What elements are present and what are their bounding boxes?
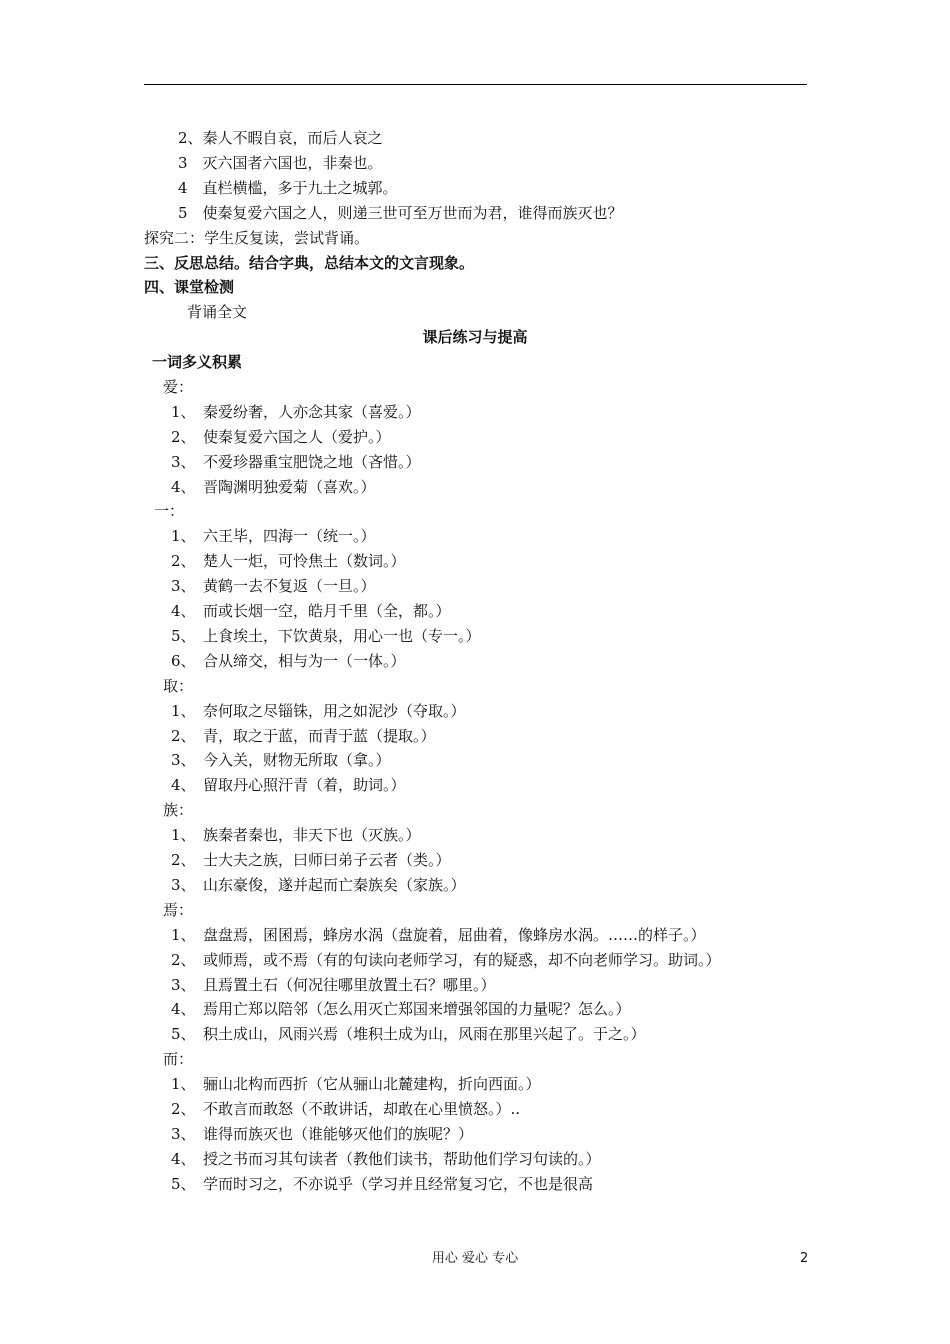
list-item (171, 452, 421, 472)
list-item (171, 1024, 646, 1044)
group-heading: 焉： (163, 901, 194, 919)
item-text: 盘盘焉，囷囷焉，蜂房水涡（盘旋着，屈曲着，像蜂房水涡。……的样子。） (203, 926, 706, 944)
item-number: 3、 (171, 751, 196, 769)
item-text: 秦爱纷奢，人亦念其家（喜爱。） (203, 403, 421, 421)
top-item-2: 2、秦人不暇自哀，而后人哀之 (178, 129, 383, 147)
list-item (171, 975, 496, 995)
section-one-heading: 一词多义积累 (152, 353, 243, 371)
explore-two: 探究二：学生反复读，尝试背诵。 (144, 229, 370, 247)
item-text: 骊山北构而西折（它从骊山北麓建构，折向西面。） (203, 1075, 541, 1093)
list-item (171, 925, 706, 945)
item-text: 士大夫之族，曰师曰弟子云者（类。） (203, 851, 451, 869)
list-item (171, 1124, 473, 1144)
item-number: 1、 (171, 527, 196, 545)
item-number: 1、 (171, 1075, 196, 1093)
item-text: 楚人一炬，可怜焦土（数词。） (203, 552, 406, 570)
list-item (171, 750, 391, 770)
item-text: 留取丹心照汗青（着，助词。） (203, 776, 406, 794)
list-item (171, 950, 721, 970)
group-heading: 取： (163, 677, 194, 695)
item-text: 山东豪俊，遂并起而亡秦族矣（家族。） (203, 876, 466, 894)
item-text: 学而时习之，不亦说乎（学习并且经常复习它，不也是很高 (203, 1175, 594, 1193)
item-number: 3、 (171, 453, 196, 471)
recite-text: 背诵全文 (187, 303, 248, 321)
item-number: 2、 (171, 552, 196, 570)
group-heading: 族： (163, 801, 194, 819)
item-text: 授之书而习其句读者（教他们读书，帮助他们学习句读的。） (203, 1150, 601, 1168)
list-item (171, 477, 376, 497)
exercise-title: 课后练习与提高 (422, 328, 528, 346)
item-number: 5、 (171, 1175, 196, 1193)
list-item (171, 726, 436, 746)
group-heading: 而： (163, 1050, 194, 1068)
list-item (171, 402, 421, 422)
list-item (171, 576, 376, 596)
list-item (171, 775, 406, 795)
section-three-heading: 三、反思总结。结合字典，总结本文的文言现象。 (144, 254, 475, 272)
item-number: 4、 (171, 1000, 196, 1018)
item-text: 或师焉，或不焉（有的句读向老师学习，有的疑惑，却不向老师学习。助词。） (203, 951, 721, 969)
page-number: 2 (800, 1251, 809, 1266)
item-text: 奈何取之尽锱铢，用之如泥沙（夺取。） (203, 702, 466, 720)
list-item (171, 1074, 541, 1094)
item-number: 1、 (171, 826, 196, 844)
item-text: 不敢言而敢怒（不敢讲话，却敢在心里愤怒。）.. (203, 1100, 521, 1118)
top-item-3: 3 灭六国者六国也，非秦也。 (178, 154, 383, 172)
item-number: 3、 (171, 976, 196, 994)
item-text: 积土成山，风雨兴焉（堆积土成为山，风雨在那里兴起了。于之。） (203, 1025, 646, 1043)
page-footer: 用心 爱心 专心 (431, 1251, 519, 1266)
item-number: 6、 (171, 652, 196, 670)
list-item (171, 1149, 601, 1169)
item-number: 3、 (171, 1125, 196, 1143)
item-text: 合从缔交，相与为一（一体。） (203, 652, 406, 670)
list-item (171, 601, 451, 621)
item-number: 5、 (171, 627, 196, 645)
item-number: 4、 (171, 478, 196, 496)
item-number: 1、 (171, 403, 196, 421)
list-item (171, 427, 391, 447)
item-number: 1、 (171, 702, 196, 720)
top-item-5: 5 使秦复爱六国之人，则递三世可至万世而为君，谁得而族灭也？ (178, 204, 623, 222)
item-text: 族秦者秦也，非天下也（灭族。） (203, 826, 421, 844)
item-text: 青，取之于蓝，而青于蓝（提取。） (203, 727, 436, 745)
item-number: 2、 (171, 1100, 196, 1118)
item-number: 2、 (171, 851, 196, 869)
list-item (171, 999, 631, 1019)
list-item (171, 825, 421, 845)
item-text: 而或长烟一空，皓月千里（全，都。） (203, 602, 451, 620)
item-text: 且焉置土石（何况往哪里放置土石？哪里。） (203, 976, 496, 994)
list-item (171, 651, 406, 671)
item-text: 焉用亡郑以陪邻（怎么用灭亡郑国来增强邻国的力量呢？怎么。） (203, 1000, 631, 1018)
list-item (171, 626, 481, 646)
item-number: 3、 (171, 577, 196, 595)
item-number: 2、 (171, 727, 196, 745)
item-text: 谁得而族灭也（谁能够灭他们的族呢？） (203, 1125, 474, 1143)
list-item (171, 1174, 593, 1194)
item-number: 4、 (171, 602, 196, 620)
item-text: 黄鹤一去不复返（一旦。） (203, 577, 376, 595)
item-number: 4、 (171, 1150, 196, 1168)
item-number: 2、 (171, 428, 196, 446)
item-number: 2、 (171, 951, 196, 969)
list-item (171, 875, 466, 895)
item-text: 上食埃土，下饮黄泉，用心一也（专一。） (203, 627, 481, 645)
top-item-4: 4 直栏横槛，多于九土之城郭。 (178, 179, 398, 197)
list-item (171, 526, 376, 546)
item-number: 1、 (171, 926, 196, 944)
section-four-heading: 四、课堂检测 (144, 278, 235, 296)
item-text: 今入关，财物无所取（拿。） (203, 751, 391, 769)
header-rule (144, 84, 807, 85)
list-item (171, 850, 451, 870)
list-item (171, 551, 406, 571)
list-item (171, 1099, 520, 1119)
item-text: 晋陶渊明独爱菊（喜欢。） (203, 478, 376, 496)
item-number: 4、 (171, 776, 196, 794)
item-number: 5、 (171, 1025, 196, 1043)
item-text: 不爱珍器重宝肥饶之地（吝惜。） (203, 453, 421, 471)
list-item (171, 701, 466, 721)
item-text: 六王毕，四海一（统一。） (203, 527, 376, 545)
group-heading: 爱： (163, 378, 194, 396)
item-text: 使秦复爱六国之人（爱护。） (203, 428, 391, 446)
group-heading: 一： (154, 502, 185, 520)
item-number: 3、 (171, 876, 196, 894)
